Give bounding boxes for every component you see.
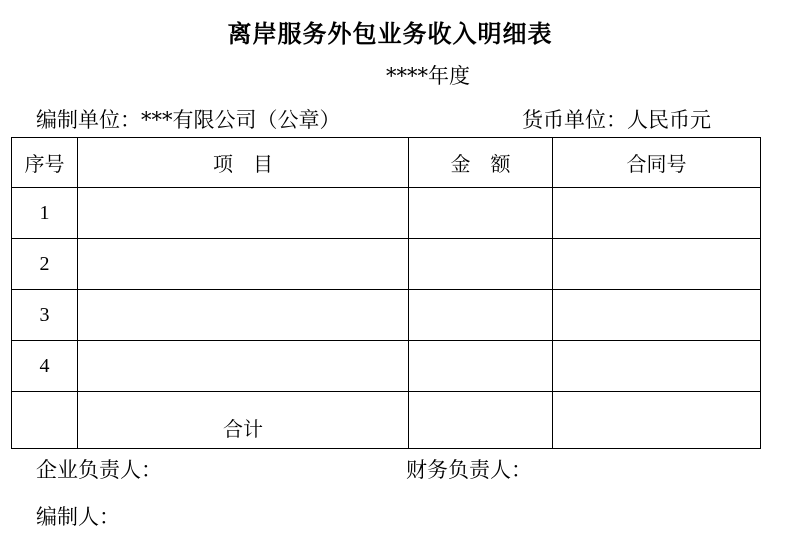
total-seq — [12, 392, 78, 449]
table-header-row — [12, 138, 761, 188]
finance-head-label: 财务负责人： — [406, 458, 532, 482]
total-contract-cell[interactable] — [553, 392, 761, 449]
total-row — [12, 392, 761, 449]
income-detail-table — [11, 137, 761, 449]
row-item-cell[interactable] — [78, 290, 409, 341]
row-contract-cell[interactable] — [553, 290, 761, 341]
total-amount-cell[interactable] — [409, 392, 553, 449]
row-seq: 4 — [12, 341, 78, 392]
table-row — [12, 188, 761, 239]
row-item-cell[interactable] — [78, 341, 409, 392]
prepared-by-unit: 编制单位：***有限公司（公章） — [36, 108, 341, 132]
row-amount-cell[interactable] — [409, 341, 553, 392]
header-seq: 序号 — [12, 138, 78, 188]
document-title: 离岸服务外包业务收入明细表 — [227, 19, 553, 48]
row-amount-cell[interactable] — [409, 188, 553, 239]
row-amount-cell[interactable] — [409, 239, 553, 290]
row-contract-cell[interactable] — [553, 239, 761, 290]
total-label: 合计 — [78, 392, 409, 449]
row-seq: 1 — [12, 188, 78, 239]
table-row — [12, 341, 761, 392]
row-contract-cell[interactable] — [553, 188, 761, 239]
row-seq: 2 — [12, 239, 78, 290]
preparer-label: 编制人： — [36, 505, 120, 529]
row-seq: 3 — [12, 290, 78, 341]
header-contract-no: 合同号 — [553, 138, 761, 188]
table-row — [12, 290, 761, 341]
header-item: 项 目 — [78, 138, 409, 188]
row-amount-cell[interactable] — [409, 290, 553, 341]
row-item-cell[interactable] — [78, 239, 409, 290]
year-line: ****年度 — [386, 64, 470, 88]
enterprise-head-label: 企业负责人： — [36, 458, 162, 482]
row-contract-cell[interactable] — [553, 341, 761, 392]
currency-unit: 货币单位：人民币元 — [522, 108, 711, 132]
header-amount: 金 额 — [409, 138, 553, 188]
row-item-cell[interactable] — [78, 188, 409, 239]
table-row — [12, 239, 761, 290]
